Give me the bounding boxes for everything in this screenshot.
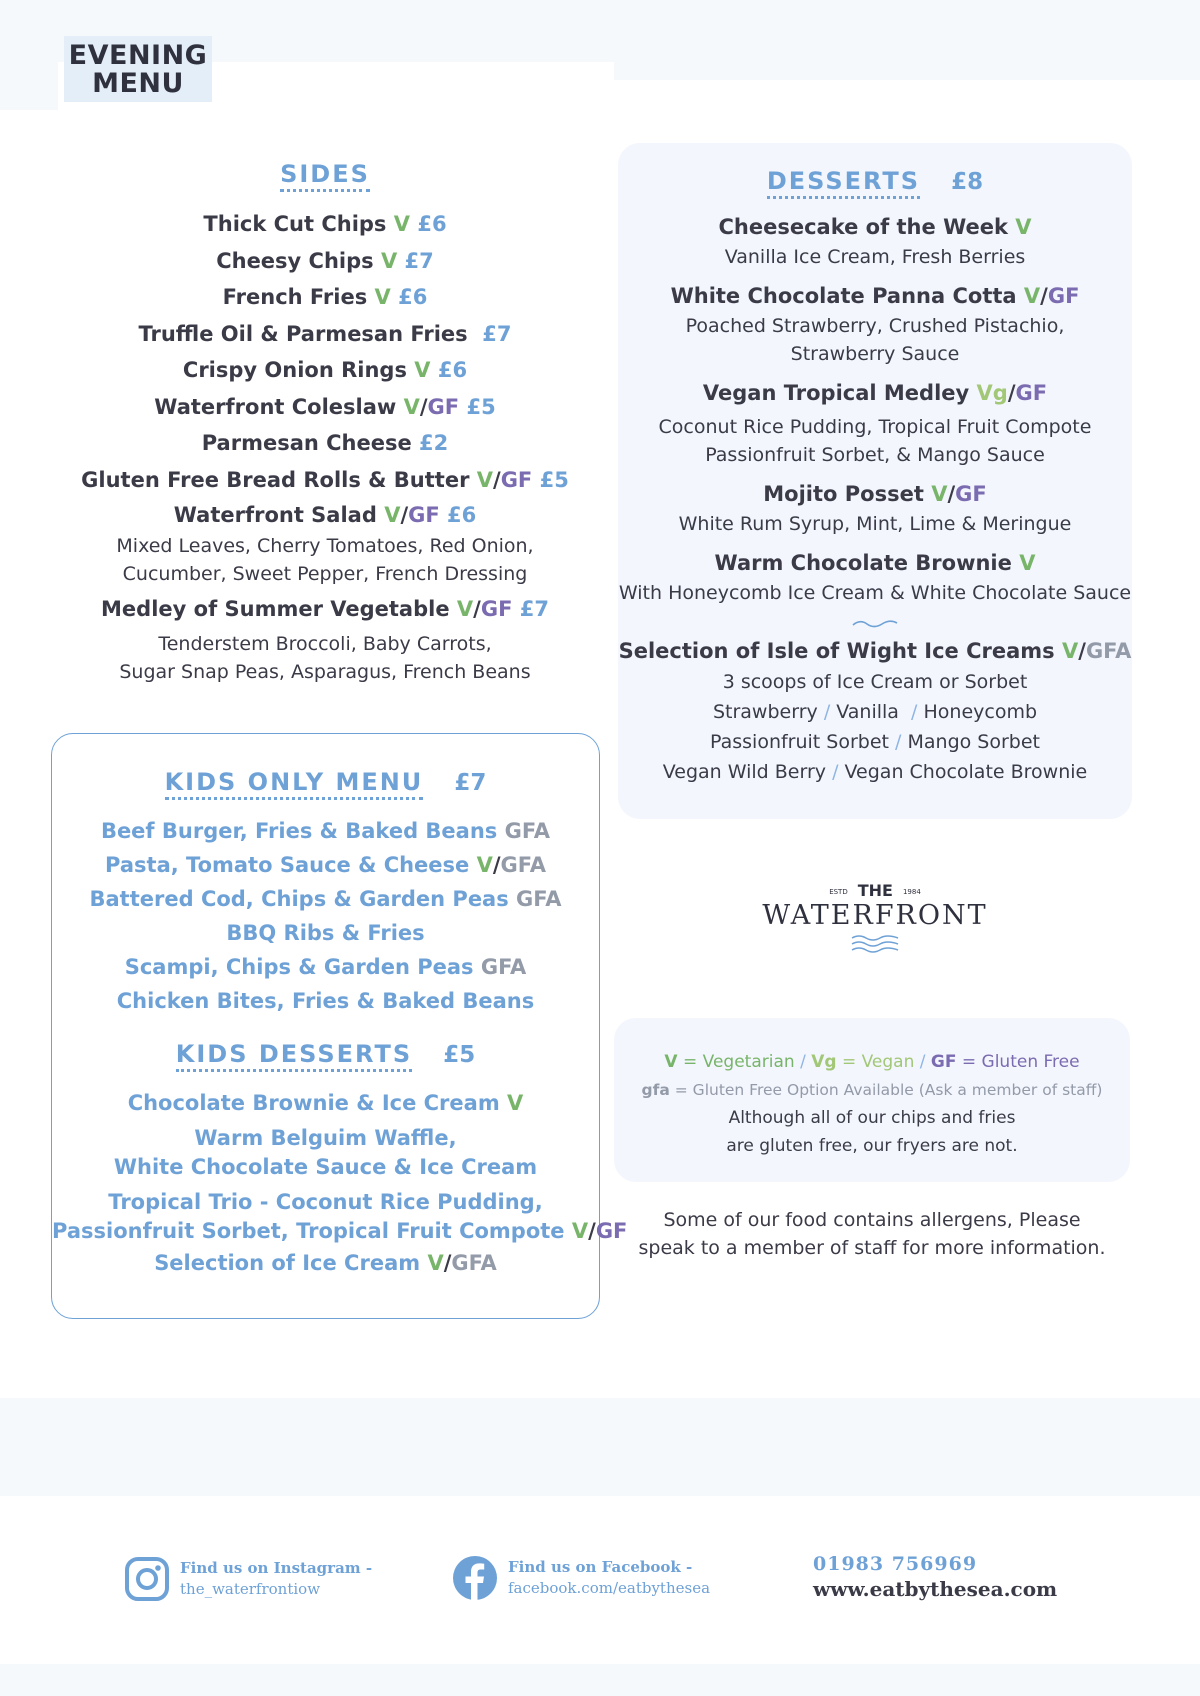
side-item: Gluten Free Bread Rolls & Butter V/GF £5 [81, 467, 569, 492]
kids-desserts-title: KIDS DESSERTS [176, 1040, 412, 1072]
side-item-desc: Sugar Snap Peas, Asparagus, French Beans [119, 661, 531, 683]
legend-gfa: gfa = Gluten Free Option Available (Ask a member of staff) [641, 1081, 1103, 1099]
side-item: Crispy Onion Rings V £6 [182, 358, 468, 382]
instagram-handle[interactable]: the_waterfrontiow [180, 1580, 321, 1598]
desserts-title: DESSERTS [767, 167, 920, 199]
website-link[interactable]: www.eatbythesea.com [813, 1577, 1058, 1601]
kids-dessert-item: Warm Belguim Waffle, [194, 1126, 457, 1150]
side-item-desc: Mixed Leaves, Cherry Tomatoes, Red Onion, [116, 535, 534, 557]
sides-section [78, 160, 572, 686]
kids-menu-price: £7 [454, 770, 487, 796]
ice-cream-flavours: Strawberry / Vanilla / Honeycomb [712, 701, 1038, 723]
side-item: Medley of Summer Vegetable V/GF £7 [101, 597, 549, 621]
ice-cream-flavours: Vegan Wild Berry / Vegan Chocolate Brownie [662, 761, 1088, 783]
ice-cream-desc: 3 scoops of Ice Cream or Sorbet [722, 671, 1028, 693]
side-item: French Fries V £6 [222, 285, 428, 309]
ice-cream-item: Selection of Isle of Wight Ice Creams V/GFA [618, 639, 1132, 663]
wave-icon [852, 617, 898, 629]
kids-dessert-item: Passionfruit Sorbet, Tropical Fruit Compote V/GF [52, 1219, 628, 1243]
side-item: Thick Cut Chips V £6 [203, 212, 447, 236]
facebook-icon [452, 1555, 498, 1601]
kids-item: Scampi, Chips & Garden Peas GFA [124, 955, 527, 979]
kids-menu-box [51, 733, 628, 1319]
dessert-desc: With Honeycomb Ice Cream & White Chocolate Sauce [618, 582, 1132, 604]
menu-title-line1: EVENING [68, 40, 208, 71]
legend-keys: V = Vegetarian / Vg = Vegan / GF = Gluten Free [664, 1052, 1080, 1072]
dessert-item: White Chocolate Panna Cotta V/GF [670, 284, 1080, 308]
dessert-desc: Strawberry Sauce [790, 343, 960, 365]
phone-number[interactable]: 01983 756969 [813, 1553, 978, 1575]
kids-dessert-item: Chocolate Brownie & Ice Cream V [127, 1091, 524, 1115]
wave-icon [850, 933, 900, 955]
facebook-label: Find us on Facebook - [508, 1558, 693, 1576]
desserts-panel [618, 143, 1132, 819]
kids-item: Pasta, Tomato Sauce & Cheese V/GFA [105, 853, 546, 877]
kids-item: Beef Burger, Fries & Baked Beans GFA [100, 819, 551, 843]
kids-desserts-price: £5 [443, 1042, 476, 1068]
kids-menu-title: KIDS ONLY MENU [165, 768, 424, 800]
top-band-right [614, 0, 1200, 80]
dietary-legend [614, 1018, 1130, 1182]
dessert-desc: Passionfruit Sorbet, & Mango Sauce [705, 444, 1045, 466]
dessert-desc: White Rum Syrup, Mint, Lime & Meringue [678, 513, 1072, 535]
sides-title: SIDES [280, 160, 370, 192]
instagram-link[interactable] [124, 1556, 372, 1602]
kids-dessert-item: Tropical Trio - Coconut Rice Pudding, [108, 1190, 543, 1214]
side-item-desc: Tenderstem Broccoli, Baby Carrots, [158, 633, 492, 655]
menu-title [64, 36, 212, 102]
instagram-label: Find us on Instagram - [180, 1559, 373, 1577]
dessert-item: Vegan Tropical Medley Vg/GF [702, 381, 1048, 405]
side-item: Waterfront Coleslaw V/GF £5 [154, 394, 496, 419]
menu-title-line2: MENU [92, 68, 184, 99]
dessert-desc: Vanilla Ice Cream, Fresh Berries [724, 246, 1026, 268]
instagram-icon [124, 1556, 170, 1602]
contact-info [813, 1552, 1057, 1602]
side-item: Waterfront Salad V/GF £6 [173, 503, 477, 527]
allergen-notice: Some of our food contains allergens, Please speak to a member of staff for more information. [638, 1209, 1106, 1259]
bottom-band [0, 1664, 1200, 1696]
kids-dessert-item: White Chocolate Sauce & Ice Cream [113, 1155, 538, 1179]
facebook-url[interactable]: facebook.com/eatbythesea [508, 1579, 711, 1597]
footer-band [0, 1398, 1200, 1496]
dessert-desc: Coconut Rice Pudding, Tropical Fruit Compote [658, 416, 1092, 438]
legend-note: are gluten free, our fryers are not. [726, 1136, 1018, 1156]
kids-item: Battered Cod, Chips & Garden Peas GFA [89, 887, 562, 911]
dessert-desc: Poached Strawberry, Crushed Pistachio, [685, 315, 1065, 337]
waterfront-logo: ESTD THE 1984 WATERFRONT [760, 882, 990, 962]
legend-note: Although all of our chips and fries [728, 1108, 1016, 1128]
kids-item: Chicken Bites, Fries & Baked Beans [116, 989, 535, 1013]
facebook-link[interactable] [452, 1555, 710, 1601]
dessert-item: Cheesecake of the Week V [718, 215, 1032, 239]
side-item: Truffle Oil & Parmesan Fries £7 [138, 321, 512, 346]
side-item: Cheesy Chips V £7 [216, 248, 434, 273]
side-item-desc: Cucumber, Sweet Pepper, French Dressing [122, 563, 528, 585]
kids-item: BBQ Ribs & Fries [226, 921, 425, 945]
desserts-price: £8 [951, 169, 984, 195]
ice-cream-flavours: Passionfruit Sorbet / Mango Sorbet [710, 731, 1040, 753]
dessert-item: Warm Chocolate Brownie V [714, 551, 1036, 575]
side-item: Parmesan Cheese £2 [201, 431, 449, 455]
top-band-corner [0, 0, 58, 110]
kids-dessert-item: Selection of Ice Cream V/GFA [154, 1251, 497, 1275]
dessert-item: Mojito Posset V/GF [763, 482, 987, 506]
